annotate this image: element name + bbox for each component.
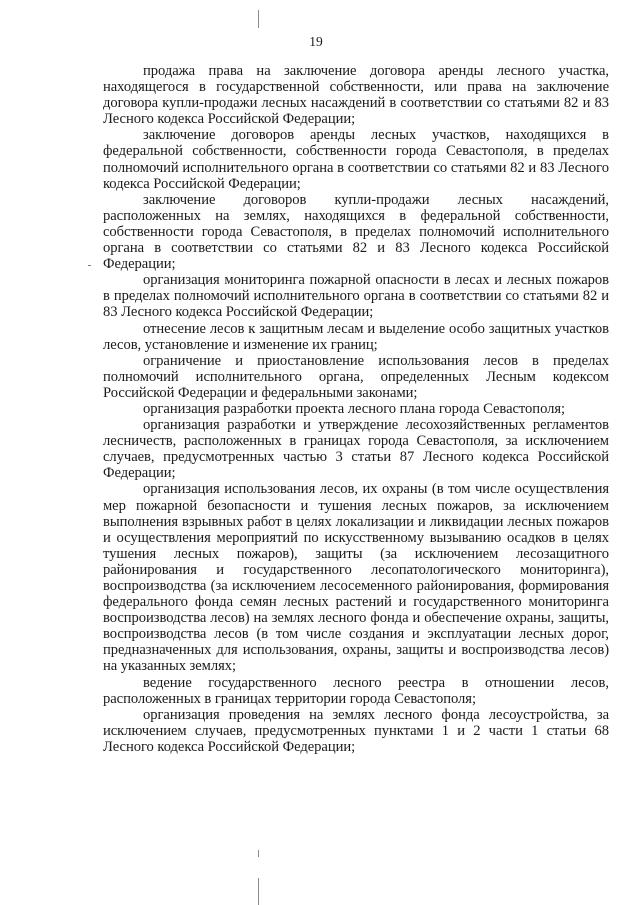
- paragraph-2: заключение договоров аренды лесных участков, находящихся в федеральной собственности, собственности города Севастополя, в пределах полномочий исполнительного органа в соответствии со статьями 82 и 83 Лесного кодекса Российской Федерации;: [103, 127, 609, 192]
- document-body: [103, 63, 609, 755]
- paragraph-7: организация разработки проекта лесного плана города Севастополя;: [143, 400, 566, 417]
- paragraph-1: продажа права на заключение договора аренды лесного участка, находящегося в государственной собственности, или права на заключение договора купли-продажи лесных насаждений в соответствии со статьями 82 и 83 Лесного кодекса Российской Федерации;: [103, 63, 609, 128]
- scan-fold-line-top: [258, 10, 259, 28]
- page-number: 19: [309, 34, 323, 49]
- scan-fold-mark: [258, 850, 259, 857]
- paragraph-9: организация использования лесов, их охраны (в том числе осуществления мер пожарной безопасности и тушения лесных пожаров, за исключением выполнения взрывных работ в целях локализации и ликвидации лесных пожаров и осуществления мероприятий по искусственному вызыванию осадков в целях тушения лесных пожаров), защиты (за исключением лесозащитного районирования и государственного лесопатологического мониторинга), воспроизводства (за исключением лесосеменного районирования, формирования федерального фонда семян лесных растений и государственного мониторинга воспроизводства лесов) на землях лесного фонда и обеспечение охраны, защиты, воспроизводства лесов (в том числе создания и эксплуатации лесных дорог, предназначенных для использования, охраны, защиты и воспроизводства лесов) на указанных землях;: [103, 481, 609, 675]
- paragraph-10: ведение государственного лесного реестра в отношении лесов, расположенных в границах территории города Севастополя;: [103, 674, 609, 707]
- paragraph-6: ограничение и приостановление использования лесов в пределах полномочий исполнительного органа, определенных Лесным кодексом Российской Федерации и федеральными законами;: [103, 352, 609, 401]
- paragraph-3: заключение договоров купли-продажи лесных насаждений, расположенных на землях, находящихся в федеральной собственности, собственности города Севастополя, в пределах полномочий исполнительного органа в соответствии со статьями 82 и 83 Лесного кодекса Российской Федерации;: [103, 191, 609, 273]
- scan-fold-line-bottom: [258, 878, 259, 905]
- scan-margin-mark: [88, 265, 91, 266]
- paragraph-11: организация проведения на землях лесного фонда лесоустройства, за исключением случаев, предусмотренных пунктами 1 и 2 части 1 статьи 68 Лесного кодекса Российской Федерации;: [103, 706, 609, 755]
- paragraph-4: организация мониторинга пожарной опасности в лесах и лесных пожаров в пределах полномочий исполнительного органа в соответствии со статьями 82 и 83 Лесного кодекса Российской Федерации;: [103, 272, 609, 321]
- paragraph-8: организация разработки и утверждение лесохозяйственных регламентов лесничеств, расположенных в границах города Севастополя, за исключением случаев, предусмотренных частью 3 статьи 87 Лесного кодекса Российской Федерации;: [103, 417, 609, 482]
- paragraph-5: отнесение лесов к защитным лесам и выделение особо защитных участков лесов, установление и изменение их границ;: [103, 320, 609, 353]
